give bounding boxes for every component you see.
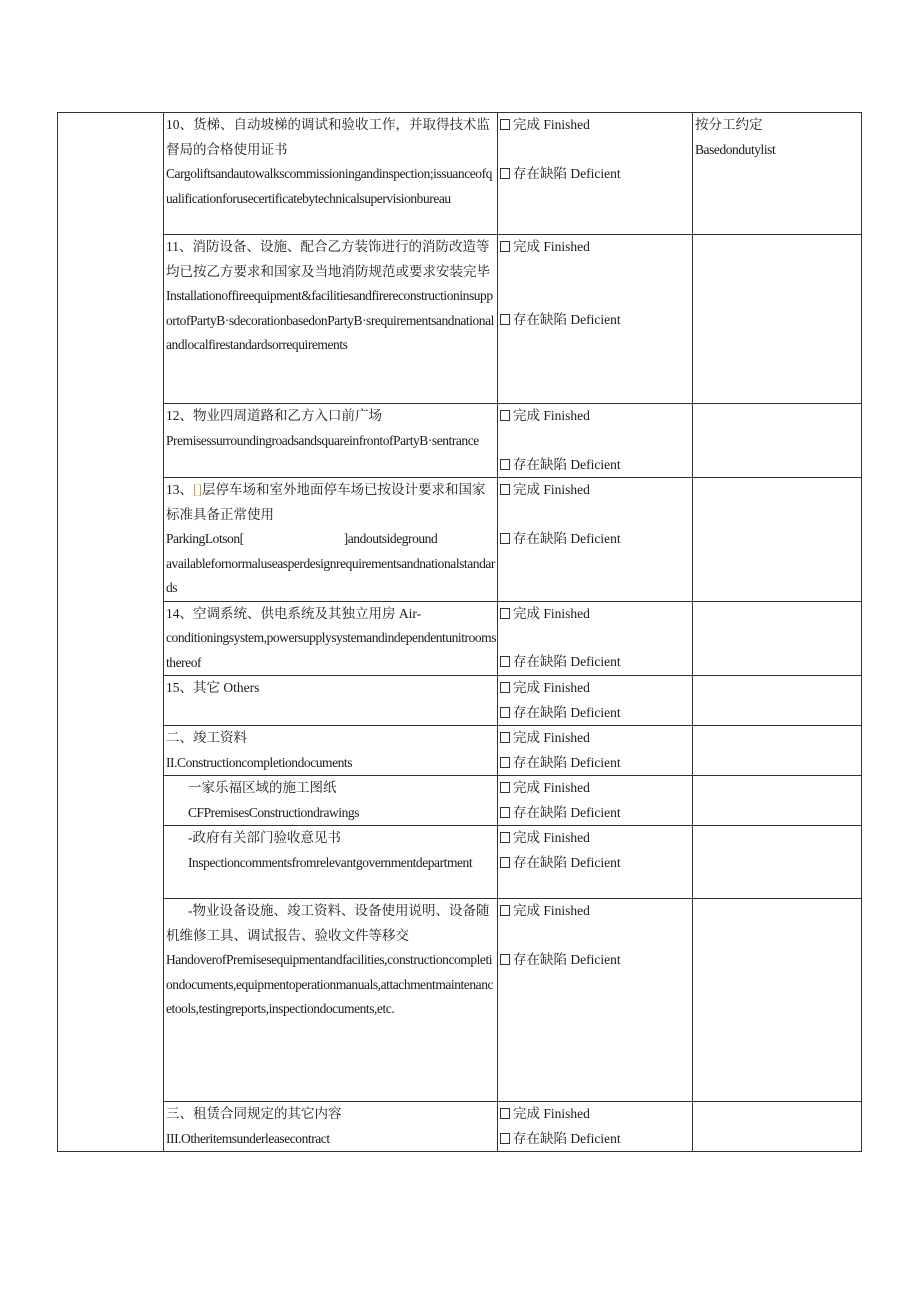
item-title-en: Cargoliftsandautowalkscommissioningandinspection;issuanceofqualificationforusecertificatebytechnicalsupervisionbureau bbox=[166, 166, 492, 206]
finished-checkbox[interactable] bbox=[500, 782, 510, 793]
finished-label: 完成 Finished bbox=[513, 780, 590, 795]
finished-checkbox[interactable] bbox=[500, 832, 510, 843]
deficient-label: 存在缺陷 Deficient bbox=[513, 704, 621, 720]
table-row bbox=[58, 1102, 862, 1152]
item-cell bbox=[164, 235, 498, 404]
item-cell bbox=[164, 113, 498, 235]
responsibility-cell bbox=[693, 113, 862, 235]
deficient-label: 存在缺陷 Deficient bbox=[513, 654, 621, 669]
item-cell bbox=[164, 1102, 498, 1152]
status-cell bbox=[498, 899, 693, 1102]
deficient-checkbox[interactable] bbox=[500, 656, 510, 667]
status-cell bbox=[498, 826, 693, 899]
item-title-en: conditioningsystem,powersupplysystemandindependentunitroomsthereof bbox=[166, 630, 497, 670]
deficient-label: 存在缺陷 Deficient bbox=[513, 951, 621, 967]
item-title-zh: 14、空调系统、供电系统及其独立用房 Air- bbox=[166, 605, 422, 621]
item-cell bbox=[164, 478, 498, 602]
responsibility-cell bbox=[693, 404, 862, 478]
item-cell bbox=[164, 826, 498, 899]
finished-checkbox[interactable] bbox=[500, 608, 510, 619]
deficient-checkbox[interactable] bbox=[500, 533, 510, 544]
table-row bbox=[58, 676, 862, 726]
status-cell bbox=[498, 601, 693, 676]
responsibility-cell bbox=[693, 601, 862, 676]
item-title-zh: -政府有关部门验收意见书 bbox=[188, 830, 341, 845]
floor-placeholder: [] bbox=[193, 482, 202, 497]
table-row bbox=[58, 404, 862, 478]
item-title-zh: 11、消防设备、设施、配合乙方装饰进行的消防改造等均已按乙方要求和国家及当地消防规范或要求安装完毕 bbox=[166, 239, 490, 279]
item-title-en: Installationoffireequipment&facilitiesandfirereconstructioninsupportofPartyB·sdecorationbasedonPartyB·srequirementsandnationalandlocalfirestandardsorrequirements bbox=[166, 288, 494, 352]
deficient-label: 存在缺陷 Deficient bbox=[513, 311, 621, 327]
item-title-zh: 10、货梯、自动坡梯的调试和验收工作，并取得技术监督局的合格使用证书 bbox=[166, 117, 490, 157]
table-row bbox=[58, 235, 862, 404]
deficient-checkbox[interactable] bbox=[500, 459, 510, 470]
table-row bbox=[58, 113, 862, 235]
item-title-zh: -物业设备设施、竣工资料、设备使用说明、设备随机维修工具、调试报告、验收文件等移交 bbox=[166, 903, 490, 943]
deficient-label: 存在缺陷 Deficient bbox=[513, 854, 621, 870]
finished-checkbox[interactable] bbox=[500, 410, 510, 421]
deficient-label: 存在缺陷 Deficient bbox=[513, 1130, 621, 1146]
deficient-label: 存在缺陷 Deficient bbox=[513, 804, 621, 820]
finished-label: 完成 Finished bbox=[513, 117, 590, 132]
finished-checkbox[interactable] bbox=[500, 484, 510, 495]
responsibility-cell bbox=[693, 899, 862, 1102]
responsibility-cell bbox=[693, 478, 862, 602]
finished-checkbox[interactable] bbox=[500, 1108, 510, 1119]
item-cell bbox=[164, 676, 498, 726]
status-cell bbox=[498, 235, 693, 404]
section-title-en: II.Constructioncompletiondocuments bbox=[166, 754, 353, 770]
deficient-label: 存在缺陷 Deficient bbox=[513, 754, 621, 770]
item-cell bbox=[164, 404, 498, 478]
item-title-en: PremisessurroundingroadsandsquareinfrontofPartyB·sentrance bbox=[166, 432, 479, 448]
finished-checkbox[interactable] bbox=[500, 119, 510, 130]
status-cell bbox=[498, 404, 693, 478]
finished-label: 完成 Finished bbox=[513, 482, 590, 497]
deficient-checkbox[interactable] bbox=[500, 1133, 510, 1144]
item-title-zh: 13、[]层停车场和室外地面停车场已按设计要求和国家标准具备正常使用 bbox=[166, 482, 486, 522]
section-title-zh: 二、竣工资料 bbox=[166, 730, 247, 745]
responsibility-cell bbox=[693, 776, 862, 826]
item-cell bbox=[164, 776, 498, 826]
item-cell bbox=[164, 601, 498, 676]
deficient-checkbox[interactable] bbox=[500, 168, 510, 179]
section-label-cell bbox=[58, 113, 164, 1152]
table-row bbox=[58, 899, 862, 1102]
item-title-en-line2: availablefornormaluseasperdesignrequirementsandnationalstandards bbox=[166, 555, 495, 595]
finished-label: 完成 Finished bbox=[513, 605, 590, 621]
item-title-en: CFPremisesConstructiondrawings bbox=[188, 804, 359, 820]
finished-checkbox[interactable] bbox=[500, 905, 510, 916]
item-title-zh: 12、物业四周道路和乙方入口前广场 bbox=[166, 408, 382, 423]
table-row bbox=[58, 776, 862, 826]
finished-label: 完成 Finished bbox=[513, 680, 590, 695]
responsibility-cell bbox=[693, 235, 862, 404]
deficient-label: 存在缺陷 Deficient bbox=[513, 530, 621, 546]
finished-label: 完成 Finished bbox=[513, 1106, 590, 1121]
table-row bbox=[58, 726, 862, 776]
table-row bbox=[58, 478, 862, 602]
status-cell bbox=[498, 776, 693, 826]
item-title-en-line1: ParkingLotson[ ]andoutsideground bbox=[166, 531, 438, 546]
section-title-zh: 三、租赁合同规定的其它内容 bbox=[166, 1106, 342, 1121]
responsibility-cell bbox=[693, 826, 862, 899]
status-cell bbox=[498, 726, 693, 776]
section-title-en: III.Otheritemsunderleasecontract bbox=[166, 1130, 330, 1146]
item-title-zh: 一家乐福区域的施工图纸 bbox=[188, 780, 337, 795]
deficient-checkbox[interactable] bbox=[500, 857, 510, 868]
responsibility-cell bbox=[693, 676, 862, 726]
deficient-checkbox[interactable] bbox=[500, 707, 510, 718]
item-cell bbox=[164, 726, 498, 776]
item-title-en: Inspectioncommentsfromrelevantgovernmentdepartment bbox=[188, 854, 473, 870]
deficient-label: 存在缺陷 Deficient bbox=[513, 456, 621, 472]
item-title-en: HandoverofPremisesequipmentandfacilities,constructioncompletiondocuments,equipmentoperationmanuals,attachmentmaintenancetools,testingreports,inspectiondocuments,etc. bbox=[166, 952, 494, 1016]
responsibility-cell bbox=[693, 1102, 862, 1152]
finished-checkbox[interactable] bbox=[500, 241, 510, 252]
responsibility-zh: 按分工约定 bbox=[695, 117, 763, 132]
table-row bbox=[58, 826, 862, 899]
deficient-checkbox[interactable] bbox=[500, 757, 510, 768]
item-title-zh: 15、其它 Others bbox=[166, 680, 260, 695]
status-cell bbox=[498, 478, 693, 602]
status-cell bbox=[498, 676, 693, 726]
finished-label: 完成 Finished bbox=[513, 903, 590, 918]
finished-label: 完成 Finished bbox=[513, 239, 590, 254]
finished-checkbox[interactable] bbox=[500, 732, 510, 743]
table-row bbox=[58, 601, 862, 676]
deficient-checkbox[interactable] bbox=[500, 314, 510, 325]
deficient-checkbox[interactable] bbox=[500, 807, 510, 818]
finished-label: 完成 Finished bbox=[513, 730, 590, 745]
deficient-checkbox[interactable] bbox=[500, 954, 510, 965]
deficient-label: 存在缺陷 Deficient bbox=[513, 165, 621, 181]
responsibility-cell bbox=[693, 726, 862, 776]
item-cell bbox=[164, 899, 498, 1102]
status-cell bbox=[498, 1102, 693, 1152]
status-cell bbox=[498, 113, 693, 235]
finished-checkbox[interactable] bbox=[500, 682, 510, 693]
finished-label: 完成 Finished bbox=[513, 408, 590, 423]
acceptance-checklist-table bbox=[57, 112, 862, 1152]
responsibility-en: Basedondutylist bbox=[695, 141, 776, 157]
finished-label: 完成 Finished bbox=[513, 830, 590, 845]
